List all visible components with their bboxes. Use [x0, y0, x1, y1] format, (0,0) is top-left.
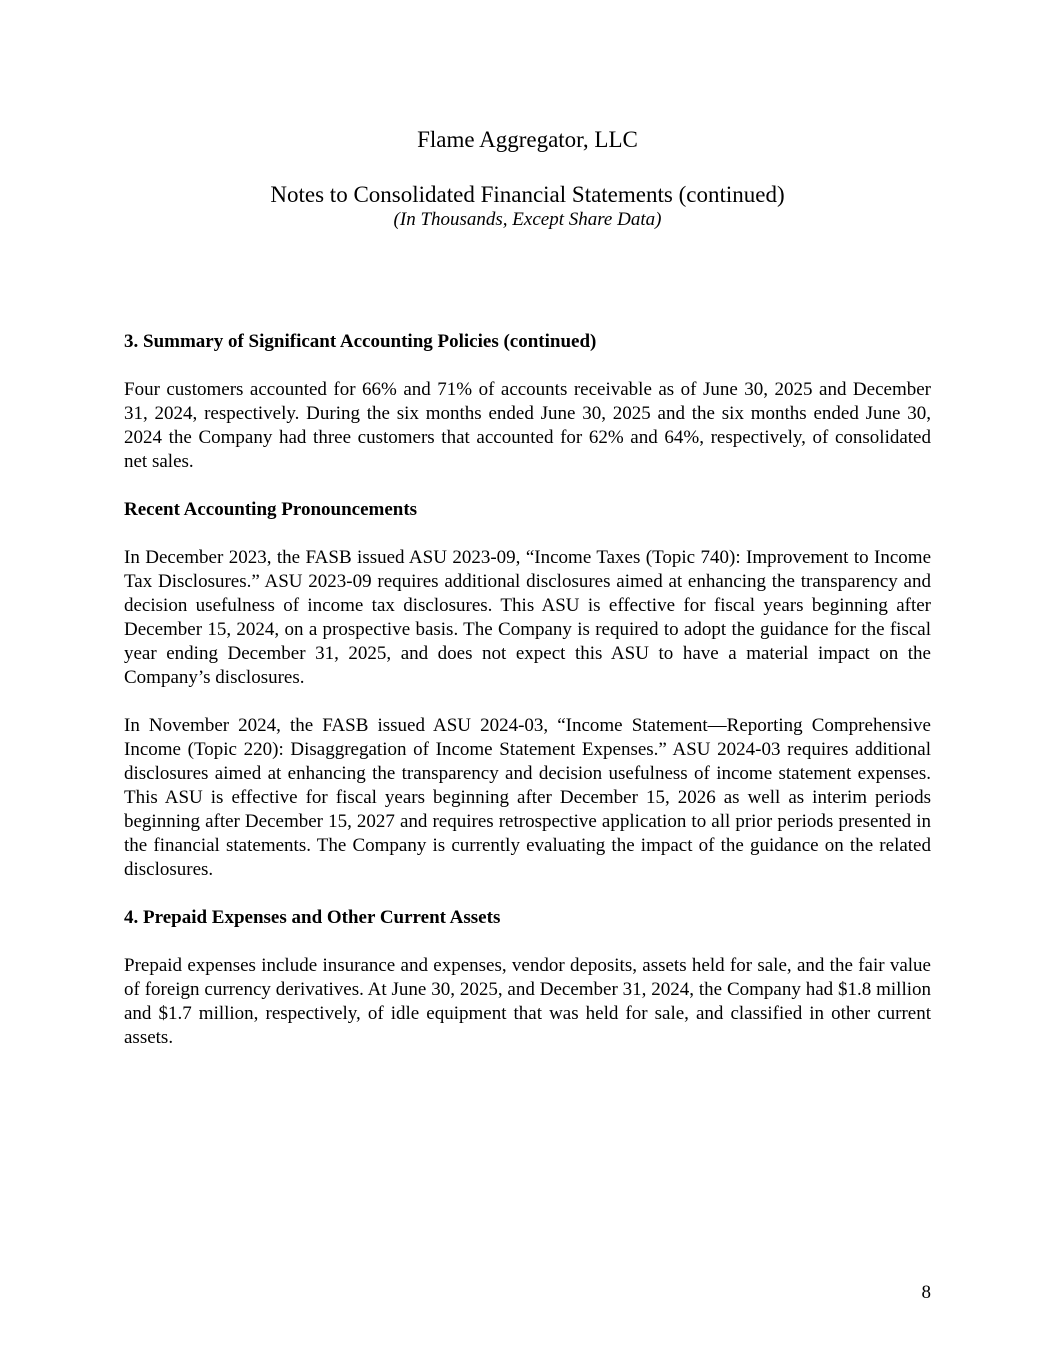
document-subtitle: (In Thousands, Except Share Data): [393, 209, 662, 230]
recent-pronouncements-paragraph-2: In November 2024, the FASB issued ASU 2024-03, “Income Statement—Reporting Comprehensive Income (Topic 220): Disaggregation of Income Statement Expenses.” ASU 2024-03 requires additional disclosures aimed at enhancing the transparency and decision usefulness of income statement expenses. This ASU is effective for fiscal years beginning after December 15, 2026 as well as interim periods beginning after December 15, 2027 and requires retrospective application to all prior periods presented in the financial statements. The Company is currently evaluating the impact of the guidance on the related disclosures.: [124, 715, 931, 880]
section-3-heading: 3. Summary of Significant Accounting Policies (continued): [124, 331, 597, 352]
page-number: 8: [921, 1282, 931, 1303]
section-4-paragraph-prepaid: Prepaid expenses include insurance and expenses, vendor deposits, assets held for sale, and the fair value of foreign currency derivatives. At June 30, 2025, and December 31, 2024, the Company had $1.8 million and $1.7 million, respectively, of idle equipment that was held for sale, and classified in other current assets.: [124, 955, 931, 1048]
section-4-heading: 4. Prepaid Expenses and Other Current Assets: [124, 907, 501, 928]
document-title: Notes to Consolidated Financial Statements (continued): [270, 182, 785, 207]
section-3-paragraph-customers: Four customers accounted for 66% and 71% of accounts receivable as of June 30, 2025 and December 31, 2024, respectively. During the six months ended June 30, 2025 and the six months ended June 30, 2024 the Company had three customers that accounted for 62% and 64%, respectively, of consolidated net sales.: [124, 379, 931, 472]
recent-pronouncements-paragraph-1: In December 2023, the FASB issued ASU 2023-09, “Income Taxes (Topic 740): Improvement to Income Tax Disclosures.” ASU 2023-09 requires additional disclosures aimed at enhancing the transparency and decision usefulness of income tax disclosures. This ASU is effective for fiscal years beginning after December 15, 2024, on a prospective basis. The Company is required to adopt the guidance for the fiscal year ending December 31, 2025, and does not expect this ASU to have a material impact on the Company’s disclosures.: [124, 547, 931, 688]
document-body: [124, 330, 931, 1074]
recent-pronouncements-heading: Recent Accounting Pronouncements: [124, 499, 418, 520]
company-name: Flame Aggregator, LLC: [417, 127, 638, 152]
